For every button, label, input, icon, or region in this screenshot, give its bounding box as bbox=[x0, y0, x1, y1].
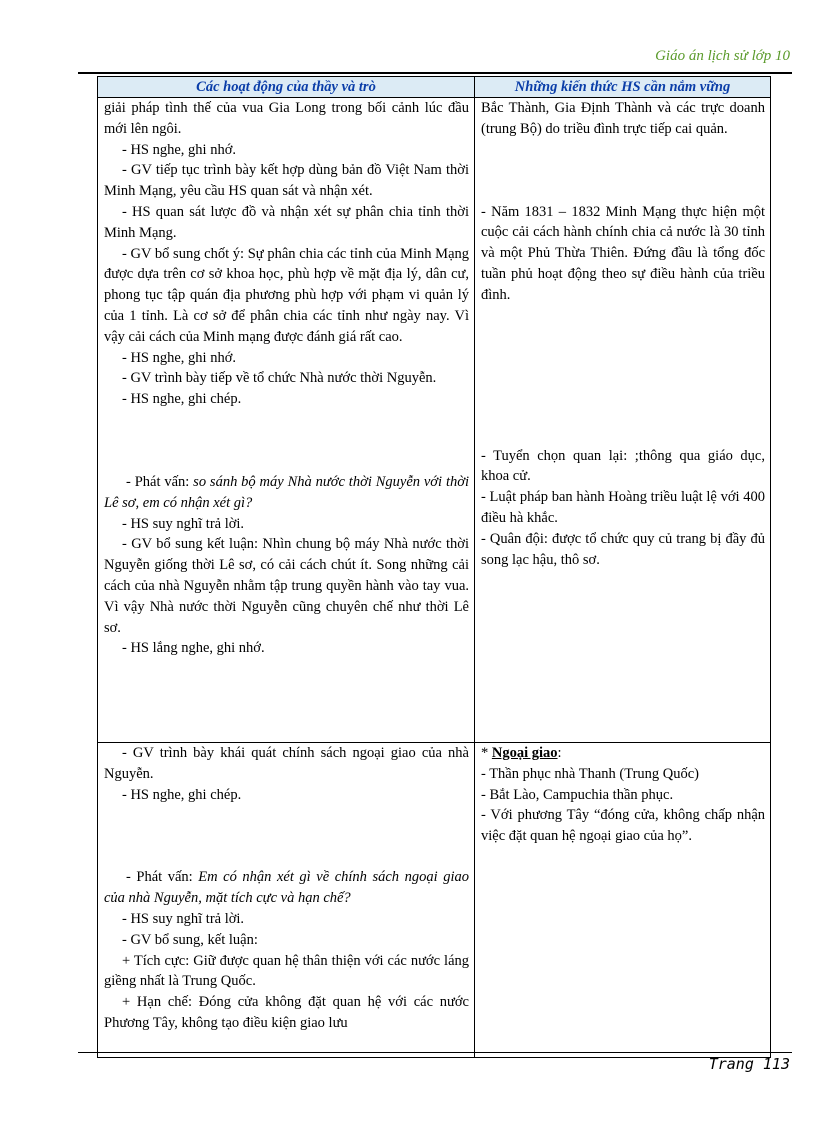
paragraph: - GV trình bày tiếp về tổ chức Nhà nước thời Nguyễn. bbox=[122, 370, 437, 387]
heading-text: Ngoại giao bbox=[491, 745, 558, 761]
heading-star: * bbox=[481, 745, 492, 761]
activities-cell bbox=[98, 98, 475, 743]
paragraph: - Năm 1831 – 1832 Minh Mạng thực hiện một cuộc cải cách hành chính chia cả nước là 30 tỉnh và một Phủ Thừa Thiên. Đứng đầu là tổng đốc tuần phủ hoạt động theo sự điều hành của triều đình. bbox=[481, 203, 765, 303]
paragraph: - GV trình bày khái quát chính sách ngoại giao của nhà Nguyễn. bbox=[104, 745, 469, 782]
column-header-activities: Các hoạt động của thầy và trò bbox=[98, 77, 475, 98]
paragraph: - HS nghe, ghi nhớ. bbox=[122, 141, 236, 158]
paragraph: - Quân đội: được tổ chức quy củ trang bị đầy đủ song lạc hậu, thô sơ. bbox=[481, 530, 765, 568]
paragraph: - GV bổ sung kết luận: Nhìn chung bộ máy Nhà nước thời Nguyễn giống thời Lê sơ, có cải cách chút ít. Song những cải cách của nhà Nguyễn nhằm tập trung quyền hành vào tay vua. Vì vậy Nhà nước thời Nguyễn cũng chuyên chế như thời Lê sơ. bbox=[104, 536, 469, 636]
paragraph: Bắc Thành, Gia Định Thành và các trực doanh (trung Bộ) do triều đình trực tiếp cai quản. bbox=[481, 100, 765, 137]
paragraph: giải pháp tình thế của vua Gia Long trong bối cảnh lúc đầu mới lên ngôi. bbox=[104, 100, 469, 137]
paragraph: - HS suy nghĩ trả lời. bbox=[122, 515, 245, 532]
footer-rule bbox=[78, 1052, 792, 1053]
paragraph: - Luật pháp ban hành Hoàng triều luật lệ với 400 điều hà khắc. bbox=[481, 489, 765, 526]
paragraph: - HS quan sát lược đồ và nhận xét sự phân chia tỉnh thời Minh Mạng. bbox=[104, 203, 469, 241]
paragraph: + Hạn chế: Đóng cửa không đặt quan hệ với các nước Phương Tây, không tạo điều kiện giao lưu bbox=[104, 994, 469, 1031]
paragraph: - Bắt Lào, Campuchia thần phục. bbox=[481, 786, 674, 803]
question-text: Em có nhận xét gì về chính sách ngoại giao của nhà Nguyễn, mặt tích cực và hạn chế? bbox=[104, 869, 469, 907]
page-number: Trang 113 bbox=[708, 1055, 790, 1073]
question-prefix: - Phát vấn: bbox=[126, 869, 199, 886]
section-heading bbox=[481, 743, 765, 764]
heading-colon: : bbox=[557, 745, 562, 761]
table-row bbox=[98, 743, 771, 1058]
paragraph: - HS nghe, ghi nhớ. bbox=[122, 349, 236, 366]
table-header-row bbox=[98, 77, 771, 98]
paragraph: - GV bổ sung, kết luận: bbox=[122, 931, 258, 948]
column-header-knowledge: Những kiến thức HS cần nắm vững bbox=[475, 77, 771, 98]
table-row bbox=[98, 98, 771, 743]
paragraph: - Với phương Tây “đóng cửa, không chấp nhận việc đặt quan hệ ngoại giao của họ”. bbox=[481, 807, 765, 845]
paragraph: - GV tiếp tục trình bày kết hợp dùng bản đồ Việt Nam thời Minh Mạng, yêu cầu HS quan sát và nhận xét. bbox=[104, 162, 469, 200]
header-rule bbox=[78, 72, 792, 74]
question-paragraph bbox=[104, 472, 469, 514]
paragraph: - HS nghe, ghi chép. bbox=[122, 786, 242, 803]
question-paragraph bbox=[104, 867, 469, 909]
paragraph: - Tuyển chọn quan lại: ;thông qua giáo dục, khoa cử. bbox=[481, 447, 765, 485]
activities-cell bbox=[98, 743, 475, 1058]
knowledge-cell bbox=[475, 743, 771, 1058]
question-text: so sánh bộ máy Nhà nước thời Nguyễn với thời Lê sơ, em có nhận xét gì? bbox=[104, 473, 469, 511]
paragraph: + Tích cực: Giữ được quan hệ thân thiện với các nước láng giềng nhất là Trung Quốc. bbox=[104, 952, 469, 990]
document-header: Giáo án lịch sử lớp 10 bbox=[655, 48, 790, 64]
paragraph: - Thần phục nhà Thanh (Trung Quốc) bbox=[481, 765, 700, 782]
paragraph: - HS suy nghĩ trả lời. bbox=[122, 910, 245, 927]
knowledge-cell bbox=[475, 98, 771, 743]
lesson-table bbox=[97, 76, 771, 1058]
paragraph: - HS nghe, ghi chép. bbox=[122, 391, 242, 408]
question-prefix: - Phát vấn: bbox=[126, 473, 194, 490]
paragraph: - HS lắng nghe, ghi nhớ. bbox=[122, 640, 265, 657]
paragraph: - GV bổ sung chốt ý: Sự phân chia các tỉnh của Minh Mạng được dựa trên cơ sở khoa học, phù hợp về mặt địa lý, dân cư, phong tục tập quán địa phương phù hợp với phạm vi quản lý của 1 tỉnh. Là cơ sở để phân chia các tỉnh như ngày nay. Vì vậy cải cách của Minh mạng được đánh giá rất cao. bbox=[104, 245, 469, 345]
